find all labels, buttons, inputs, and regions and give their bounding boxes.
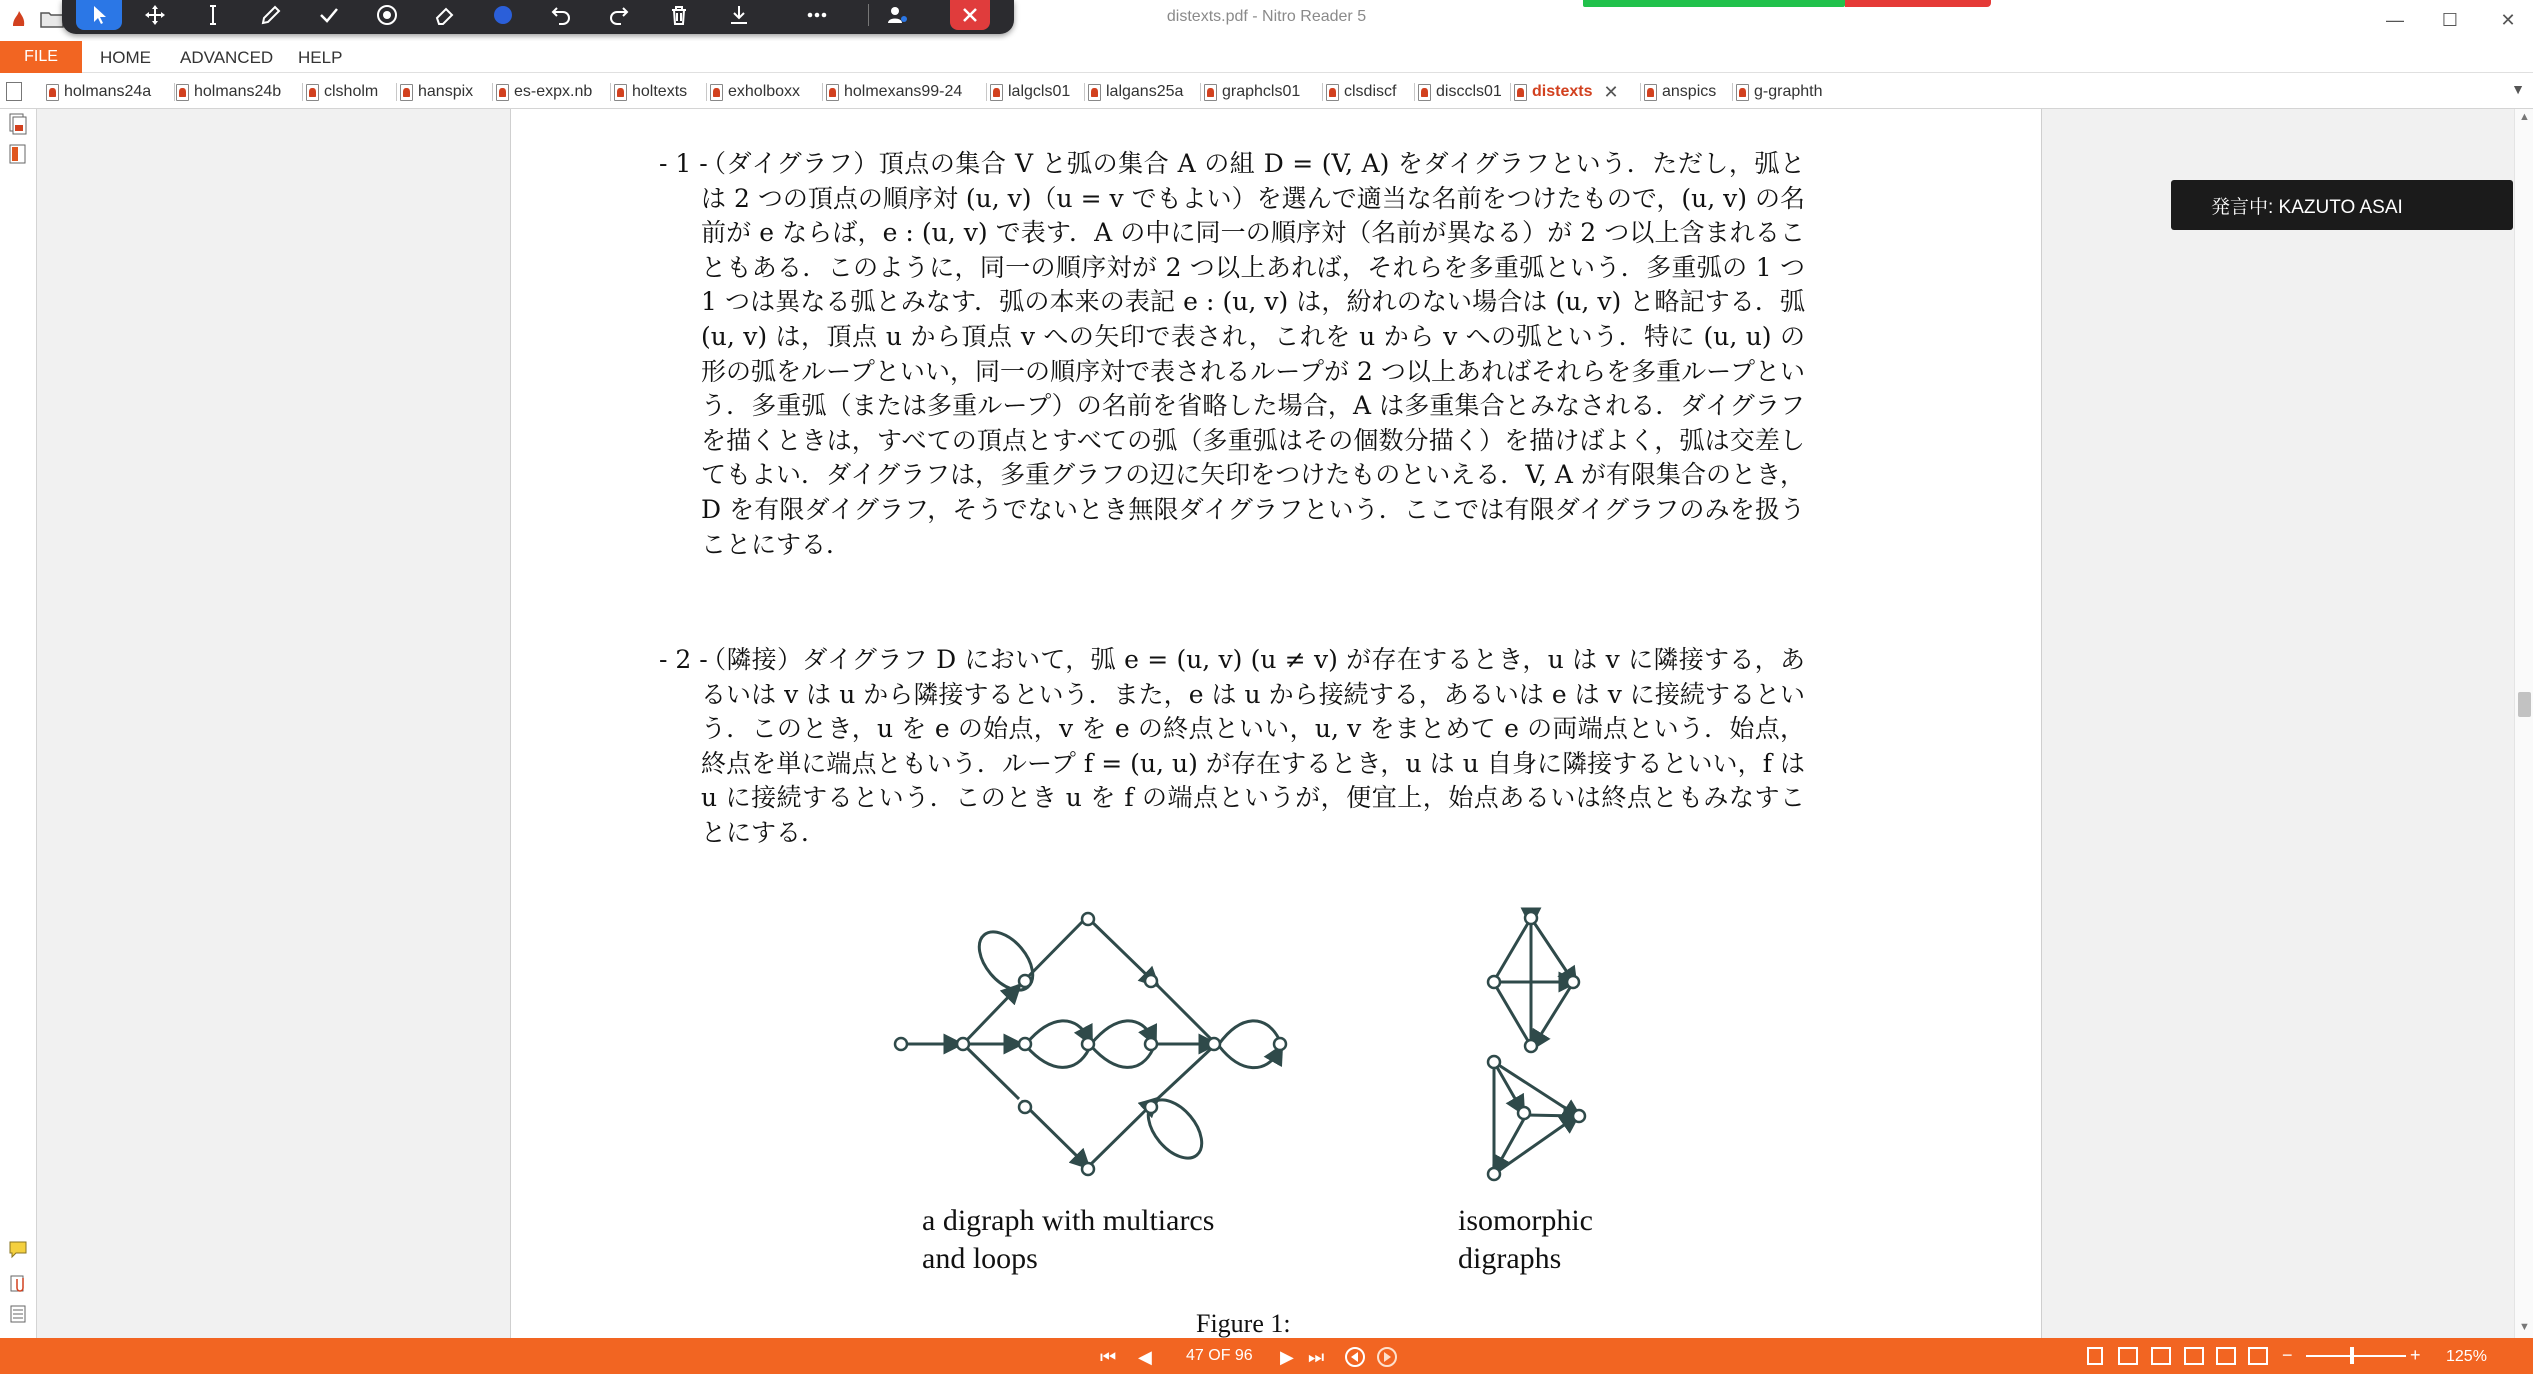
pdf-file-icon xyxy=(1514,84,1527,101)
tab-anspics[interactable] xyxy=(1644,79,1716,105)
pdf-file-icon xyxy=(1418,84,1431,101)
tab-hanspix[interactable] xyxy=(400,79,473,105)
scroll-up-icon[interactable]: ▲ xyxy=(2519,111,2530,123)
vertical-scrollbar[interactable] xyxy=(2514,109,2533,1338)
tab-label: exholboxx xyxy=(728,83,801,100)
redo-button[interactable] xyxy=(596,0,642,30)
tab-divider xyxy=(1510,83,1511,101)
ribbon-menu xyxy=(0,41,2533,73)
arc xyxy=(1089,919,1154,982)
arc xyxy=(1089,1102,1154,1166)
zoom-out-button[interactable]: − xyxy=(2282,1345,2293,1365)
first-page-button[interactable]: ⏮ xyxy=(1100,1347,1117,1367)
multiarc xyxy=(1026,1021,1089,1044)
tab-divider xyxy=(706,83,707,101)
item-number: - 1 - xyxy=(659,149,708,178)
tab-distexts[interactable] xyxy=(1514,79,1619,105)
arc xyxy=(1535,983,1573,1044)
vertex xyxy=(1573,1110,1585,1122)
tab-label: holmans24b xyxy=(194,83,282,100)
pen-tool-button[interactable] xyxy=(248,0,294,30)
multiarc xyxy=(1026,1046,1089,1067)
stamp-tool-button[interactable] xyxy=(364,0,410,30)
zoom-in-button[interactable]: + xyxy=(2410,1345,2421,1365)
cursor-tool-button[interactable] xyxy=(76,0,122,30)
eraser-icon xyxy=(433,3,457,27)
vertex xyxy=(1082,913,1094,925)
eraser-tool-button[interactable] xyxy=(422,0,468,30)
tab-divider xyxy=(1084,83,1085,101)
vertex xyxy=(1525,912,1537,924)
last-page-button[interactable]: ⏭ xyxy=(1308,1347,1325,1367)
vertex xyxy=(1082,1038,1094,1050)
tab-divider xyxy=(1322,83,1323,101)
figure-caption-left xyxy=(922,1202,1214,1278)
figure-caption-right xyxy=(1458,1202,1593,1278)
more-icon xyxy=(805,3,829,27)
vertex xyxy=(1488,1168,1500,1180)
previous-view-icon[interactable] xyxy=(1344,1346,1366,1368)
zoom-slider[interactable] xyxy=(2306,1355,2406,1357)
menu-file[interactable]: FILE xyxy=(0,41,82,73)
close-toolbar-button[interactable] xyxy=(950,0,990,30)
tab-label: clsdiscf xyxy=(1344,83,1397,100)
arc xyxy=(1494,918,1531,981)
vertex xyxy=(1145,1101,1157,1113)
tab-label: disccls01 xyxy=(1436,83,1502,100)
tab-holtexts[interactable] xyxy=(614,79,687,105)
zoom-slider-handle[interactable] xyxy=(2350,1347,2354,1364)
item-number: - 2 - xyxy=(659,645,708,674)
tab-divider xyxy=(174,83,175,101)
vertex xyxy=(1567,976,1579,988)
annotation-toolbar xyxy=(62,0,1014,34)
vertex xyxy=(1145,975,1157,987)
pdf-file-icon xyxy=(614,84,627,101)
tab-disccls01[interactable] xyxy=(1418,79,1502,105)
close-window-button[interactable]: ✕ xyxy=(2500,9,2516,30)
attachments-panel-icon[interactable] xyxy=(8,1273,28,1295)
tab-lalgans25a[interactable] xyxy=(1088,79,1183,105)
move-icon xyxy=(143,3,167,27)
vertex xyxy=(1488,1056,1500,1068)
pen-icon xyxy=(259,3,283,27)
vertex xyxy=(1019,975,1031,987)
arc xyxy=(1494,1118,1574,1174)
next-page-button[interactable]: ▶ xyxy=(1280,1347,1294,1367)
download-icon xyxy=(727,3,751,27)
arc xyxy=(1494,983,1531,1046)
tab-divider xyxy=(1414,83,1415,101)
tab-label: holmans24a xyxy=(64,83,152,100)
pdf-page xyxy=(510,109,2042,1338)
pdf-file-icon xyxy=(1326,84,1339,101)
window-title: distexts.pdf - Nitro Reader 5 xyxy=(1166,8,1367,25)
facing-continuous-view-icon[interactable] xyxy=(2184,1347,2204,1365)
document-tab-bar xyxy=(0,73,2533,109)
pdf-file-icon xyxy=(1088,84,1101,101)
tab-divider xyxy=(1200,83,1201,101)
menu-advanced[interactable]: ADVANCED xyxy=(180,48,274,67)
caption-line: isomorphic xyxy=(1458,1204,1593,1237)
vertex xyxy=(1488,976,1500,988)
check-icon xyxy=(317,3,341,27)
facing-view-icon[interactable] xyxy=(2151,1347,2171,1365)
text-tool-button[interactable] xyxy=(190,0,236,30)
continuous-view-icon[interactable] xyxy=(2118,1347,2138,1365)
multiarc xyxy=(1219,1046,1279,1068)
tab-divider xyxy=(610,83,611,101)
close-icon xyxy=(958,3,982,27)
undo-button[interactable] xyxy=(538,0,584,30)
status-bar xyxy=(0,1338,2533,1374)
arc xyxy=(963,1044,1019,1099)
pdf-file-icon xyxy=(176,84,189,101)
single-page-view-icon[interactable] xyxy=(2087,1347,2103,1365)
scroll-down-icon[interactable]: ▼ xyxy=(2519,1321,2530,1333)
document-viewport[interactable] xyxy=(37,109,2514,1338)
vertex xyxy=(1082,1163,1094,1175)
scroll-thumb[interactable] xyxy=(2518,692,2531,717)
pdf-file-icon xyxy=(400,84,413,101)
more-button[interactable] xyxy=(794,0,840,30)
progress-red xyxy=(1845,0,1991,7)
trash-icon xyxy=(667,3,691,27)
vertex xyxy=(957,1038,969,1050)
comments-panel-icon[interactable] xyxy=(8,1239,28,1261)
share-user-button[interactable] xyxy=(874,0,920,30)
multiarc xyxy=(1219,1021,1279,1044)
tab-holmexans99-24[interactable] xyxy=(826,79,962,105)
text-cursor-icon xyxy=(201,3,225,27)
tab-divider xyxy=(396,83,397,101)
arc xyxy=(1154,1046,1214,1102)
left-sidebar xyxy=(0,109,37,1338)
caption-line: digraphs xyxy=(1458,1242,1562,1275)
tab-graphcls01[interactable] xyxy=(1204,79,1300,105)
tab-label: holtexts xyxy=(632,83,688,100)
toolbar-separator xyxy=(868,4,869,26)
tab-label: lalgans25a xyxy=(1106,83,1184,100)
fit-width-icon[interactable] xyxy=(2216,1347,2236,1365)
user-share-icon xyxy=(885,3,909,27)
tab-es-expx-nb[interactable] xyxy=(496,79,592,105)
cursor-icon xyxy=(87,3,111,27)
tab-clsholm[interactable] xyxy=(306,79,378,105)
tab-label: g-graphth xyxy=(1754,83,1823,100)
next-view-icon[interactable] xyxy=(1376,1346,1398,1368)
vertex xyxy=(1518,1107,1530,1119)
menu-help[interactable]: HELP xyxy=(298,48,343,67)
tab-label: lalgcls01 xyxy=(1008,83,1071,100)
tab-holmans24b[interactable] xyxy=(176,79,281,105)
tab-g-graphth[interactable] xyxy=(1736,79,1823,105)
digraph-figures xyxy=(511,109,2043,1338)
tab-label: clsholm xyxy=(324,83,379,100)
vertex xyxy=(1274,1038,1286,1050)
bookmarks-panel-icon[interactable] xyxy=(8,143,28,165)
layers-panel-icon[interactable] xyxy=(8,1303,28,1325)
color-dot-icon xyxy=(491,3,515,27)
tab-divider xyxy=(986,83,987,101)
pdf-file-icon xyxy=(1736,84,1749,101)
caption-line: a digraph with multiarcs xyxy=(922,1204,1215,1237)
tab-clsdiscf[interactable] xyxy=(1326,79,1396,105)
vertex xyxy=(1019,1101,1031,1113)
tab-holmans24a[interactable] xyxy=(46,79,151,105)
check-tool-button[interactable] xyxy=(306,0,352,30)
arc xyxy=(1527,1115,1576,1116)
undo-icon xyxy=(549,3,573,27)
tab-divider xyxy=(302,83,303,101)
tab-label: anspics xyxy=(1662,83,1717,100)
tab-label: holmexans99-24 xyxy=(844,83,963,100)
tab-lalgcls01[interactable] xyxy=(990,79,1070,105)
menu-home[interactable]: HOME xyxy=(100,48,151,67)
tab-overflow-chevron-icon[interactable]: ▼ xyxy=(2511,81,2525,97)
zoom-level[interactable]: 125% xyxy=(2446,1348,2487,1365)
tab-label: es-expx.nb xyxy=(514,83,593,100)
tab-label: graphcls01 xyxy=(1222,83,1301,100)
download-button[interactable] xyxy=(716,0,762,30)
move-tool-button[interactable] xyxy=(132,0,178,30)
paragraph-text: （隣接）ダイグラフ D において，弧 e = (u, v) (u ≠ v) が存在するとき，u は v に隣接する，あるいは v は u から隣接するという．また，e は u から接続する，あるいは e は v に接続するという．このとき，u を e の始点，v を e の終点といい，u, v をまとめて e の両端点という．始点，終点を単に端点ともいう．ループ f = (u, u) が存在するとき，u は u 自身に隣接するといい，f は u に接続するという．このとき u を f の端点というが，便宜上，始点あるいは終点ともみなすことにする． xyxy=(701,645,1805,847)
vertex xyxy=(895,1038,907,1050)
fit-page-icon[interactable] xyxy=(2248,1347,2268,1365)
stamp-icon xyxy=(375,3,399,27)
prev-page-button[interactable]: ◀ xyxy=(1138,1347,1152,1367)
pdf-file-icon xyxy=(710,84,723,101)
multiarc xyxy=(1091,1021,1153,1044)
caption-line: and loops xyxy=(922,1242,1038,1275)
pdf-file-icon xyxy=(1204,84,1217,101)
tab-label: hanspix xyxy=(418,83,474,100)
maximize-button[interactable]: ☐ xyxy=(2441,9,2459,30)
vertex xyxy=(1145,1038,1157,1050)
vertex xyxy=(1019,1038,1031,1050)
pdf-file-icon xyxy=(496,84,509,101)
tab-close-icon[interactable]: ✕ xyxy=(1603,81,1619,102)
pdf-file-icon xyxy=(46,84,59,101)
tab-divider xyxy=(492,83,493,101)
speaking-indicator: 発言中: KAZUTO ASAI xyxy=(2171,180,2513,230)
vertex xyxy=(1525,1040,1537,1052)
figure-label: Figure 1: xyxy=(1196,1309,1291,1338)
tab-label: distexts xyxy=(1532,83,1593,100)
paragraph-text: （ダイグラフ）頂点の集合 V と弧の集合 A の組 D = (V, A) をダイグラフという．ただし，弧とは 2 つの頂点の順序対 (u, v)（u = v でもよい）を選んで適当な名前をつけたもので，(u, v) の名前が e ならば，e : (u, v) で表す．A の中に同一の順序対（名前が異なる）が 2 つ以上含まれることもある．このように，同一の順序対が 2 つ以上あれば，それらを多重弧という．多重弧の 1 つ 1 つは異なる弧とみなす．弧の本来の表記 e : (u, v) は，紛れのない場合は (u, v) と略記する．弧 (u, v) は，頂点 u から頂点 v への矢印で表され，これを u から v への弧という．特に (u, u) の形の弧をループといい，同一の順序対で表されるループが 2 つ以上あればそれらを多重ループという．多重弧（または多重ループ）の名前を省略した場合，A は多重集合とみなされる．ダイグラフを描くときは，すべての頂点とすべての弧（多重弧はその個数分描く）を描けばよく，弧は交差してもよい．ダイグラフは，多重グラフの辺に矢印をつけたものといえる．V, A が有限集合のとき，D を有限ダイグラフ，そうでないとき無限ダイグラフという．ここでは有限ダイグラフのみを扱うことにする． xyxy=(701,149,1805,559)
tab-divider xyxy=(1732,83,1733,101)
page-indicator[interactable]: 47 OF 96 xyxy=(1186,1347,1253,1364)
loop xyxy=(969,922,1043,1000)
pdf-file-icon xyxy=(1644,84,1657,101)
tab-list-icon[interactable] xyxy=(6,82,22,101)
tab-divider xyxy=(1640,83,1641,101)
arc xyxy=(1494,1062,1576,1115)
redo-icon xyxy=(607,3,631,27)
progress-green xyxy=(1583,0,1845,7)
tab-divider xyxy=(822,83,823,101)
pdf-file-icon xyxy=(990,84,1003,101)
pdf-file-icon xyxy=(306,84,319,101)
pages-panel-icon[interactable] xyxy=(8,113,28,135)
pdf-file-icon xyxy=(826,84,839,101)
arc xyxy=(1154,982,1214,1042)
tab-exholboxx[interactable] xyxy=(710,79,800,105)
vertex xyxy=(1208,1038,1220,1050)
arc xyxy=(1531,918,1573,981)
arc xyxy=(963,989,1016,1044)
color-picker-button[interactable] xyxy=(480,0,526,30)
multiarc xyxy=(1091,1046,1153,1067)
minimize-button[interactable]: — xyxy=(2386,9,2404,30)
delete-button[interactable] xyxy=(656,0,702,30)
